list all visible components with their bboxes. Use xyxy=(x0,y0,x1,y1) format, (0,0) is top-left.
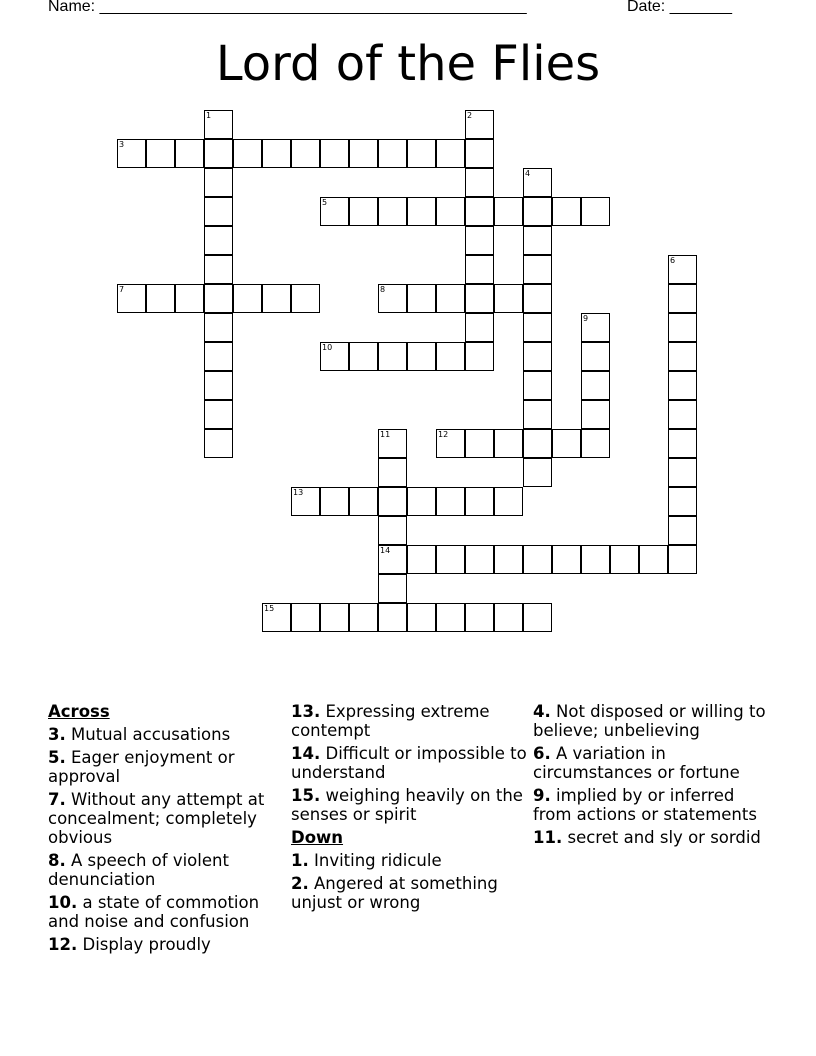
grid-cell[interactable] xyxy=(523,429,552,458)
grid-cell[interactable] xyxy=(494,603,523,632)
grid-cell[interactable] xyxy=(378,458,407,487)
cell-number: 14 xyxy=(380,546,391,555)
grid-cell[interactable] xyxy=(581,545,610,574)
grid-cell[interactable] xyxy=(436,197,465,226)
grid-cell[interactable] xyxy=(233,139,262,168)
grid-cell[interactable] xyxy=(291,139,320,168)
grid-cell[interactable] xyxy=(407,139,436,168)
grid-cell[interactable] xyxy=(204,168,233,197)
grid-cell[interactable] xyxy=(436,139,465,168)
grid-cell[interactable] xyxy=(204,371,233,400)
grid-cell[interactable] xyxy=(581,400,610,429)
grid-cell[interactable] xyxy=(436,342,465,371)
grid-cell[interactable] xyxy=(407,284,436,313)
grid-cell[interactable] xyxy=(204,429,233,458)
grid-cell[interactable] xyxy=(262,139,291,168)
grid-cell[interactable] xyxy=(349,603,378,632)
grid-cell[interactable] xyxy=(523,458,552,487)
clue-item xyxy=(533,702,771,740)
grid-cell[interactable] xyxy=(378,429,407,458)
grid-cell[interactable] xyxy=(668,284,697,313)
clue-text: Mutual accusations xyxy=(71,725,231,744)
grid-cell[interactable] xyxy=(378,603,407,632)
puzzle-title: Lord of the Flies xyxy=(215,36,601,92)
grid-cell[interactable] xyxy=(204,139,233,168)
cell-number: 13 xyxy=(293,488,304,497)
grid-cell[interactable] xyxy=(465,545,494,574)
grid-cell[interactable] xyxy=(378,516,407,545)
cell-number: 15 xyxy=(264,604,275,613)
grid-cell[interactable] xyxy=(465,226,494,255)
grid-cell[interactable] xyxy=(581,429,610,458)
clue-item xyxy=(533,828,771,847)
grid-cell[interactable] xyxy=(117,284,146,313)
grid-cell[interactable] xyxy=(233,284,262,313)
grid-cell[interactable] xyxy=(204,110,233,139)
grid-cell[interactable] xyxy=(117,139,146,168)
grid-cell[interactable] xyxy=(494,284,523,313)
grid-cell[interactable] xyxy=(465,197,494,226)
clue-number: 7. xyxy=(48,790,66,809)
grid-cell[interactable] xyxy=(436,429,465,458)
grid-cell[interactable] xyxy=(262,603,291,632)
grid-cell[interactable] xyxy=(146,139,175,168)
grid-cell[interactable] xyxy=(581,197,610,226)
grid-cell[interactable] xyxy=(407,342,436,371)
clue-item xyxy=(48,790,286,847)
grid-cell[interactable] xyxy=(523,545,552,574)
grid-cell[interactable] xyxy=(320,342,349,371)
grid-cell[interactable] xyxy=(523,226,552,255)
grid-cell[interactable] xyxy=(349,197,378,226)
clue-item xyxy=(291,744,529,782)
cell-number: 2 xyxy=(467,111,473,120)
grid-cell[interactable] xyxy=(523,168,552,197)
grid-cell[interactable] xyxy=(523,313,552,342)
grid-cell[interactable] xyxy=(378,545,407,574)
cell-number: 5 xyxy=(322,198,328,207)
grid-cell[interactable] xyxy=(668,313,697,342)
grid-cell[interactable] xyxy=(204,342,233,371)
grid-cell[interactable] xyxy=(523,371,552,400)
cell-number: 11 xyxy=(380,430,391,439)
grid-cell[interactable] xyxy=(465,603,494,632)
grid-cell[interactable] xyxy=(378,487,407,516)
grid-cell[interactable] xyxy=(407,545,436,574)
grid-cell[interactable] xyxy=(204,284,233,313)
grid-cell[interactable] xyxy=(175,284,204,313)
grid-cell[interactable] xyxy=(552,545,581,574)
grid-cell[interactable] xyxy=(378,284,407,313)
grid-cell[interactable] xyxy=(378,197,407,226)
clue-item xyxy=(48,851,286,889)
down-heading: Down xyxy=(291,828,344,847)
grid-cell[interactable] xyxy=(494,487,523,516)
grid-cell[interactable] xyxy=(291,487,320,516)
clue-item xyxy=(533,786,771,824)
clue-number: 13. xyxy=(291,702,321,721)
grid-cell[interactable] xyxy=(320,487,349,516)
grid-cell[interactable] xyxy=(407,197,436,226)
grid-cell[interactable] xyxy=(146,284,175,313)
grid-cell[interactable] xyxy=(204,400,233,429)
clue-text: Display proudly xyxy=(82,935,211,954)
grid-cell[interactable] xyxy=(668,429,697,458)
grid-cell[interactable] xyxy=(552,429,581,458)
grid-cell[interactable] xyxy=(204,197,233,226)
grid-cell[interactable] xyxy=(436,487,465,516)
clue-text: Inviting ridicule xyxy=(314,851,442,870)
clue-text: A variation in circumstances or fortune xyxy=(533,744,740,782)
clue-number: 11. xyxy=(533,828,563,847)
grid-cell[interactable] xyxy=(494,197,523,226)
clue-number: 15. xyxy=(291,786,321,805)
clue-number: 9. xyxy=(533,786,551,805)
grid-cell[interactable] xyxy=(668,400,697,429)
clue-text: a state of commotion and noise and confusion xyxy=(48,893,260,931)
grid-cell[interactable] xyxy=(581,371,610,400)
grid-cell[interactable] xyxy=(523,197,552,226)
grid-cell[interactable] xyxy=(407,603,436,632)
clue-number: 5. xyxy=(48,748,66,767)
clue-text: Expressing extreme contempt xyxy=(291,702,490,740)
grid-cell[interactable] xyxy=(465,168,494,197)
grid-cell[interactable] xyxy=(349,487,378,516)
grid-cell[interactable] xyxy=(291,284,320,313)
clue-item xyxy=(48,725,286,744)
grid-cell[interactable] xyxy=(610,545,639,574)
grid-cell[interactable] xyxy=(349,139,378,168)
clue-text: Difficult or impossible to understand xyxy=(291,744,527,782)
cell-number: 7 xyxy=(119,285,125,294)
grid-cell[interactable] xyxy=(320,197,349,226)
clue-number: 14. xyxy=(291,744,321,763)
across-heading: Across xyxy=(48,702,110,721)
name-field-label: Name: ________________________________________________ xyxy=(48,0,527,15)
clue-text: implied by or inferred from actions or statements xyxy=(533,786,757,824)
clue-number: 10. xyxy=(48,893,78,912)
clue-number: 1. xyxy=(291,851,309,870)
clue-text: Without any attempt at concealment; completely obvious xyxy=(48,790,265,847)
grid-cell[interactable] xyxy=(523,400,552,429)
grid-cell[interactable] xyxy=(668,458,697,487)
clue-text: Not disposed or willing to believe; unbelieving xyxy=(533,702,766,740)
clue-item xyxy=(48,935,286,954)
grid-cell[interactable] xyxy=(581,342,610,371)
grid-cell[interactable] xyxy=(378,574,407,603)
grid-cell[interactable] xyxy=(378,342,407,371)
clue-text: weighing heavily on the senses or spirit xyxy=(291,786,523,824)
grid-cell[interactable] xyxy=(668,342,697,371)
clues-column-3 xyxy=(533,701,771,847)
grid-cell[interactable] xyxy=(668,545,697,574)
grid-cell[interactable] xyxy=(494,429,523,458)
grid-cell[interactable] xyxy=(668,516,697,545)
cell-number: 12 xyxy=(438,430,449,439)
grid-cell[interactable] xyxy=(668,487,697,516)
grid-cell[interactable] xyxy=(523,603,552,632)
clue-number: 6. xyxy=(533,744,551,763)
grid-cell[interactable] xyxy=(552,197,581,226)
grid-cell[interactable] xyxy=(320,139,349,168)
grid-cell[interactable] xyxy=(291,603,320,632)
grid-cell[interactable] xyxy=(204,313,233,342)
grid-cell[interactable] xyxy=(465,284,494,313)
cell-number: 4 xyxy=(525,169,531,178)
clue-text: secret and sly or sordid xyxy=(567,828,761,847)
grid-cell[interactable] xyxy=(436,545,465,574)
cell-number: 3 xyxy=(119,140,125,149)
date-field-label: Date: _______ xyxy=(627,0,732,15)
clue-text: A speech of violent denunciation xyxy=(48,851,229,889)
grid-cell[interactable] xyxy=(465,429,494,458)
grid-cell[interactable] xyxy=(523,342,552,371)
grid-cell[interactable] xyxy=(465,110,494,139)
clue-number: 3. xyxy=(48,725,66,744)
grid-cell[interactable] xyxy=(668,371,697,400)
clue-number: 4. xyxy=(533,702,551,721)
grid-cell[interactable] xyxy=(465,342,494,371)
grid-cell[interactable] xyxy=(175,139,204,168)
grid-cell[interactable] xyxy=(378,139,407,168)
grid-cell[interactable] xyxy=(436,284,465,313)
grid-cell[interactable] xyxy=(465,255,494,284)
cell-number: 9 xyxy=(583,314,589,323)
grid-cell[interactable] xyxy=(668,255,697,284)
grid-cell[interactable] xyxy=(204,226,233,255)
clue-text: Angered at something unjust or wrong xyxy=(291,874,498,912)
clue-text: Eager enjoyment or approval xyxy=(48,748,235,786)
clue-item xyxy=(291,786,529,824)
grid-cell[interactable] xyxy=(320,603,349,632)
clue-item xyxy=(48,748,286,786)
clue-item xyxy=(533,744,771,782)
cell-number: 10 xyxy=(322,343,333,352)
grid-cell[interactable] xyxy=(639,545,668,574)
grid-cell[interactable] xyxy=(465,139,494,168)
cell-number: 1 xyxy=(206,111,212,120)
clues-column-1 xyxy=(48,701,286,954)
grid-cell[interactable] xyxy=(349,342,378,371)
grid-cell[interactable] xyxy=(465,313,494,342)
clue-item xyxy=(48,893,286,931)
clue-number: 12. xyxy=(48,935,78,954)
cell-number: 8 xyxy=(380,285,386,294)
grid-cell[interactable] xyxy=(465,487,494,516)
cell-number: 6 xyxy=(670,256,676,265)
clue-item xyxy=(291,702,529,740)
grid-cell[interactable] xyxy=(204,255,233,284)
clue-number: 2. xyxy=(291,874,309,893)
clue-item xyxy=(291,874,529,912)
grid-cell[interactable] xyxy=(494,545,523,574)
grid-cell[interactable] xyxy=(581,313,610,342)
grid-cell[interactable] xyxy=(523,255,552,284)
grid-cell[interactable] xyxy=(407,487,436,516)
grid-cell[interactable] xyxy=(436,603,465,632)
grid-cell[interactable] xyxy=(523,284,552,313)
clue-number: 8. xyxy=(48,851,66,870)
clues-column-2 xyxy=(291,701,529,912)
grid-cell[interactable] xyxy=(262,284,291,313)
clue-item xyxy=(291,851,529,870)
